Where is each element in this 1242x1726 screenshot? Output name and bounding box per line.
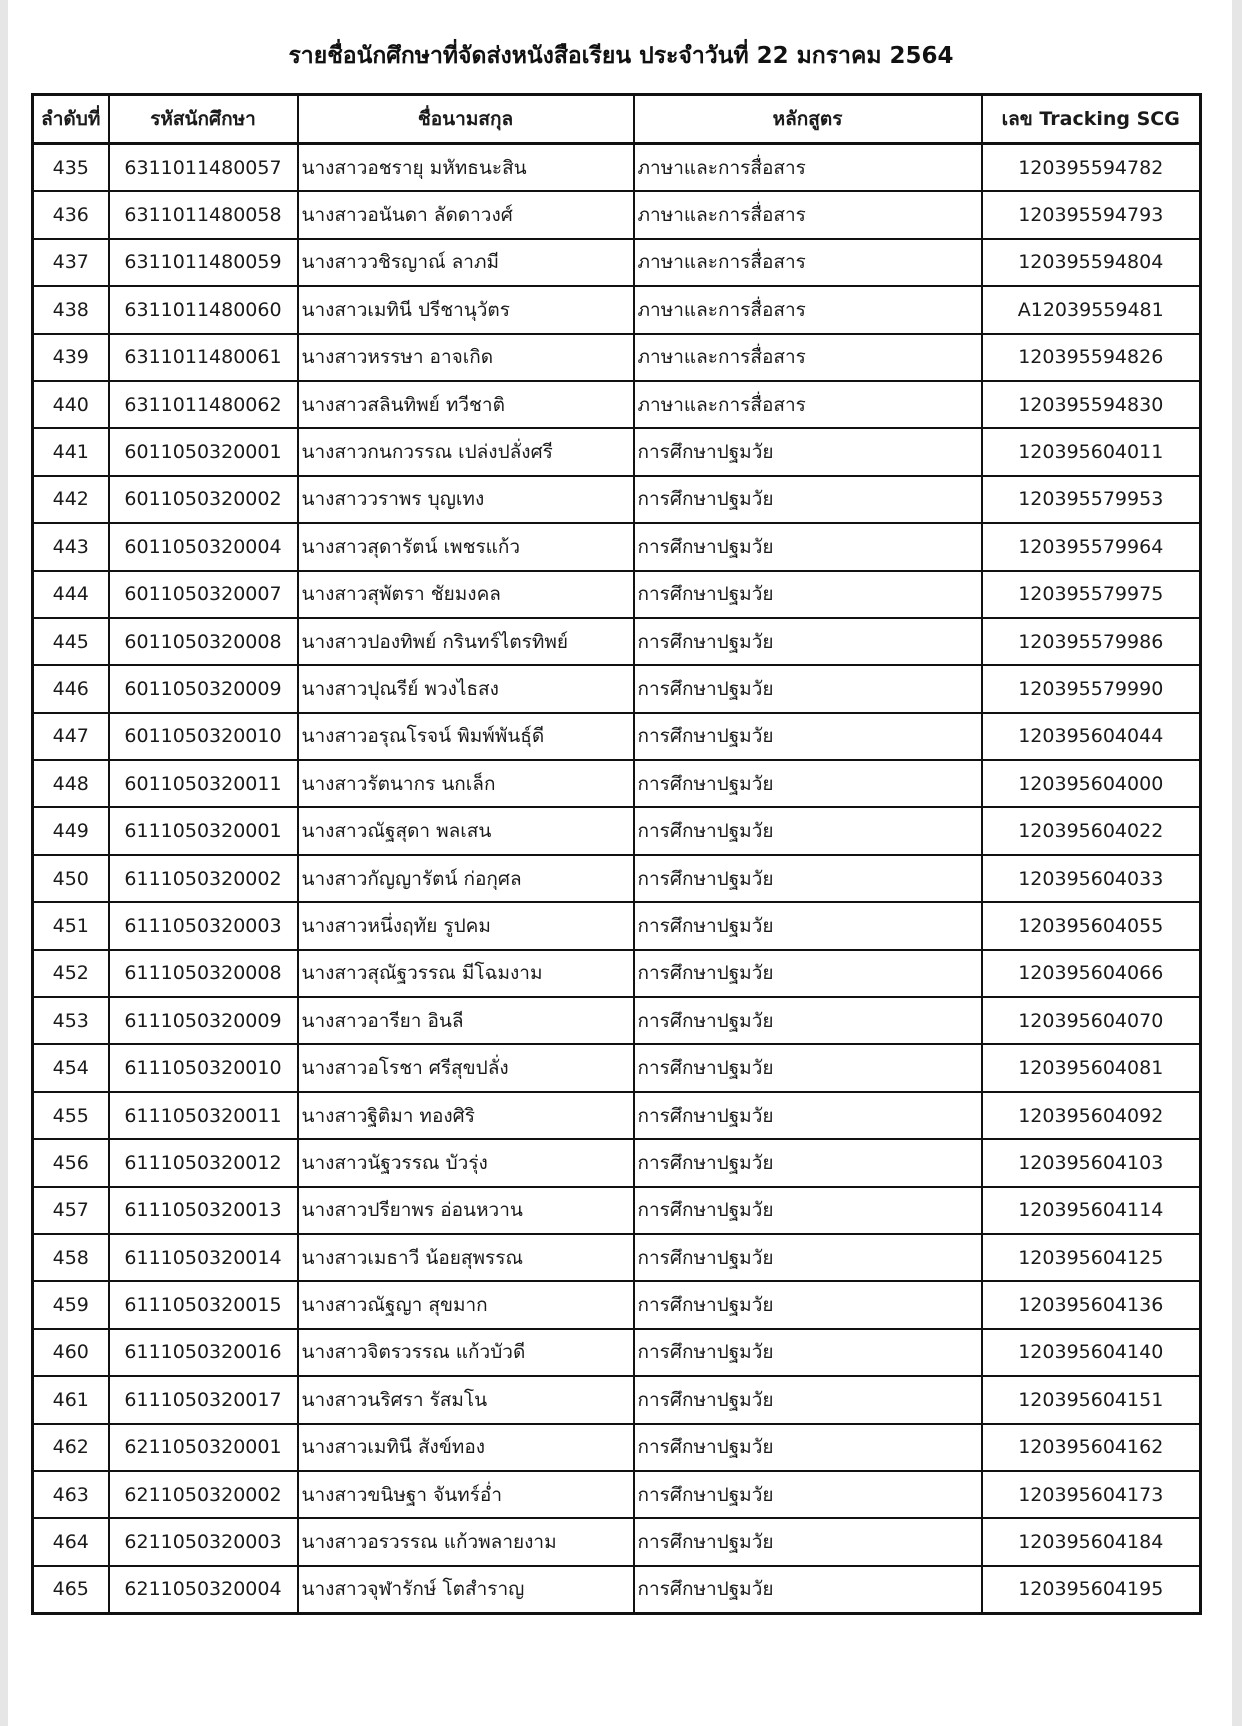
- order-cell: 448: [33, 760, 109, 807]
- table-row: [33, 713, 1201, 760]
- program-cell: การศึกษาปฐมวัย: [634, 950, 982, 997]
- tracking-number-cell: 120395604044: [982, 713, 1201, 760]
- program-cell: การศึกษาปฐมวัย: [634, 1424, 982, 1471]
- tracking-number-cell: 120395604066: [982, 950, 1201, 997]
- tracking-number-cell: 120395604195: [982, 1566, 1201, 1614]
- tracking-number-cell: 120395594826: [982, 334, 1201, 381]
- full-name-cell: นางสาวอรวรรณ แก้วพลายงาม: [298, 1518, 634, 1565]
- full-name-cell: นางสาวอรุณโรจน์ พิมพ์พันธุ์ดี: [298, 713, 634, 760]
- program-cell: การศึกษาปฐมวัย: [634, 902, 982, 949]
- table-row: [33, 618, 1201, 665]
- tracking-number-cell: 120395604055: [982, 902, 1201, 949]
- full-name-cell: นางสาวอนันดา ลัดดาวงศ์: [298, 191, 634, 238]
- program-cell: การศึกษาปฐมวัย: [634, 1566, 982, 1614]
- student-shipping-table: [31, 93, 1202, 1615]
- program-cell: ภาษาและการสื่อสาร: [634, 144, 982, 192]
- full-name-cell: นางสาวนริศรา รัสมโน: [298, 1376, 634, 1423]
- full-name-cell: นางสาวกนกวรรณ เปล่งปลั่งศรี: [298, 428, 634, 475]
- full-name-cell: นางสาวสุพัตรา ชัยมงคล: [298, 571, 634, 618]
- table-row: [33, 1566, 1201, 1614]
- column-header-tracking: เลข Tracking SCG: [982, 95, 1201, 144]
- full-name-cell: นางสาวขนิษฐา จันทร์อ่ำ: [298, 1471, 634, 1518]
- order-cell: 442: [33, 476, 109, 523]
- full-name-cell: นางสาววราพร บุญเทง: [298, 476, 634, 523]
- table-row: [33, 1471, 1201, 1518]
- tracking-number-cell: 120395604033: [982, 855, 1201, 902]
- order-cell: 458: [33, 1234, 109, 1281]
- table-row: [33, 476, 1201, 523]
- order-cell: 453: [33, 997, 109, 1044]
- table-row: [33, 144, 1201, 192]
- tracking-number-cell: 120395594830: [982, 381, 1201, 428]
- full-name-cell: นางสาวณัฐญา สุขมาก: [298, 1281, 634, 1328]
- table-row: [33, 1376, 1201, 1423]
- table-row: [33, 334, 1201, 381]
- tracking-number-cell: 120395579990: [982, 665, 1201, 712]
- program-cell: การศึกษาปฐมวัย: [634, 1139, 982, 1186]
- order-cell: 456: [33, 1139, 109, 1186]
- program-cell: ภาษาและการสื่อสาร: [634, 334, 982, 381]
- student-id-cell: 6111050320008: [109, 950, 298, 997]
- table-row: [33, 191, 1201, 238]
- order-cell: 454: [33, 1044, 109, 1091]
- order-cell: 465: [33, 1566, 109, 1614]
- student-id-cell: 6211050320002: [109, 1471, 298, 1518]
- program-cell: ภาษาและการสื่อสาร: [634, 286, 982, 333]
- program-cell: การศึกษาปฐมวัย: [634, 1187, 982, 1234]
- tracking-number-cell: 120395604022: [982, 807, 1201, 854]
- full-name-cell: นางสาวอโรชา ศรีสุขปลั่ง: [298, 1044, 634, 1091]
- order-cell: 451: [33, 902, 109, 949]
- program-cell: การศึกษาปฐมวัย: [634, 1376, 982, 1423]
- table-row: [33, 950, 1201, 997]
- full-name-cell: นางสาวฐิติมา ทองศิริ: [298, 1092, 634, 1139]
- student-id-cell: 6111050320012: [109, 1139, 298, 1186]
- full-name-cell: นางสาวเมธาวี น้อยสุพรรณ: [298, 1234, 634, 1281]
- program-cell: การศึกษาปฐมวัย: [634, 476, 982, 523]
- table-row: [33, 807, 1201, 854]
- order-cell: 446: [33, 665, 109, 712]
- student-id-cell: 6011050320010: [109, 713, 298, 760]
- full-name-cell: นางสาวเมทินี ปรีชานุวัตร: [298, 286, 634, 333]
- order-cell: 450: [33, 855, 109, 902]
- student-id-cell: 6111050320014: [109, 1234, 298, 1281]
- program-cell: การศึกษาปฐมวัย: [634, 713, 982, 760]
- full-name-cell: นางสาวกัญญารัตน์ ก่อกุศล: [298, 855, 634, 902]
- student-id-cell: 6311011480057: [109, 144, 298, 192]
- student-id-cell: 6111050320015: [109, 1281, 298, 1328]
- table-row: [33, 1518, 1201, 1565]
- table-header-row: [33, 95, 1201, 144]
- full-name-cell: นางสาวนัฐวรรณ บัวรุ่ง: [298, 1139, 634, 1186]
- student-id-cell: 6211050320001: [109, 1424, 298, 1471]
- tracking-number-cell: 120395604140: [982, 1329, 1201, 1376]
- table-row: [33, 381, 1201, 428]
- program-cell: การศึกษาปฐมวัย: [634, 760, 982, 807]
- table-row: [33, 1234, 1201, 1281]
- order-cell: 457: [33, 1187, 109, 1234]
- column-header-order: ลำดับที่: [33, 95, 109, 144]
- table-row: [33, 1092, 1201, 1139]
- student-id-cell: 6011050320007: [109, 571, 298, 618]
- full-name-cell: นางสาวอารียา อินลี: [298, 997, 634, 1044]
- full-name-cell: นางสาวเมทินี สังข์ทอง: [298, 1424, 634, 1471]
- program-cell: การศึกษาปฐมวัย: [634, 807, 982, 854]
- table-row: [33, 760, 1201, 807]
- student-id-cell: 6111050320010: [109, 1044, 298, 1091]
- tracking-number-cell: 120395604184: [982, 1518, 1201, 1565]
- program-cell: การศึกษาปฐมวัย: [634, 571, 982, 618]
- tracking-number-cell: 120395604081: [982, 1044, 1201, 1091]
- tracking-number-cell: A12039559481: [982, 286, 1201, 333]
- full-name-cell: นางสาวสุณัฐวรรณ มีโฉมงาม: [298, 950, 634, 997]
- student-id-cell: 6311011480060: [109, 286, 298, 333]
- full-name-cell: นางสาวสลินทิพย์ ทวีชาติ: [298, 381, 634, 428]
- order-cell: 462: [33, 1424, 109, 1471]
- student-id-cell: 6111050320017: [109, 1376, 298, 1423]
- order-cell: 438: [33, 286, 109, 333]
- full-name-cell: นางสาวจุฬารักษ์ โตสำราญ: [298, 1566, 634, 1614]
- student-id-cell: 6211050320004: [109, 1566, 298, 1614]
- order-cell: 449: [33, 807, 109, 854]
- student-id-cell: 6111050320016: [109, 1329, 298, 1376]
- tracking-number-cell: 120395604070: [982, 997, 1201, 1044]
- order-cell: 445: [33, 618, 109, 665]
- student-id-cell: 6311011480062: [109, 381, 298, 428]
- table-row: [33, 239, 1201, 286]
- program-cell: การศึกษาปฐมวัย: [634, 1234, 982, 1281]
- order-cell: 447: [33, 713, 109, 760]
- tracking-number-cell: 120395604151: [982, 1376, 1201, 1423]
- full-name-cell: นางสาวรัตนากร นกเล็ก: [298, 760, 634, 807]
- program-cell: การศึกษาปฐมวัย: [634, 665, 982, 712]
- tracking-number-cell: 120395579964: [982, 523, 1201, 570]
- full-name-cell: นางสาวจิตรวรรณ แก้วบัวดี: [298, 1329, 634, 1376]
- tracking-number-cell: 120395604125: [982, 1234, 1201, 1281]
- order-cell: 461: [33, 1376, 109, 1423]
- order-cell: 440: [33, 381, 109, 428]
- student-id-cell: 6311011480059: [109, 239, 298, 286]
- tracking-number-cell: 120395604162: [982, 1424, 1201, 1471]
- tracking-number-cell: 120395579953: [982, 476, 1201, 523]
- table-row: [33, 286, 1201, 333]
- order-cell: 455: [33, 1092, 109, 1139]
- program-cell: ภาษาและการสื่อสาร: [634, 239, 982, 286]
- full-name-cell: นางสาวณัฐสุดา พลเสน: [298, 807, 634, 854]
- student-id-cell: 6211050320003: [109, 1518, 298, 1565]
- full-name-cell: นางสาวสุดารัตน์ เพชรแก้ว: [298, 523, 634, 570]
- table-row: [33, 997, 1201, 1044]
- table-row: [33, 1187, 1201, 1234]
- program-cell: การศึกษาปฐมวัย: [634, 523, 982, 570]
- tracking-number-cell: 120395594804: [982, 239, 1201, 286]
- student-id-cell: 6111050320009: [109, 997, 298, 1044]
- program-cell: การศึกษาปฐมวัย: [634, 855, 982, 902]
- table-row: [33, 1424, 1201, 1471]
- table-row: [33, 855, 1201, 902]
- program-cell: การศึกษาปฐมวัย: [634, 1329, 982, 1376]
- program-cell: การศึกษาปฐมวัย: [634, 428, 982, 475]
- order-cell: 443: [33, 523, 109, 570]
- table-row: [33, 1329, 1201, 1376]
- program-cell: การศึกษาปฐมวัย: [634, 1281, 982, 1328]
- tracking-number-cell: 120395604136: [982, 1281, 1201, 1328]
- tracking-number-cell: 120395604092: [982, 1092, 1201, 1139]
- tracking-number-cell: 120395604103: [982, 1139, 1201, 1186]
- order-cell: 435: [33, 144, 109, 192]
- program-cell: การศึกษาปฐมวัย: [634, 618, 982, 665]
- tracking-number-cell: 120395579986: [982, 618, 1201, 665]
- program-cell: ภาษาและการสื่อสาร: [634, 381, 982, 428]
- order-cell: 464: [33, 1518, 109, 1565]
- table-row: [33, 523, 1201, 570]
- order-cell: 444: [33, 571, 109, 618]
- full-name-cell: นางสาววชิรญาณ์ ลาภมี: [298, 239, 634, 286]
- table-row: [33, 571, 1201, 618]
- table-row: [33, 428, 1201, 475]
- tracking-number-cell: 120395604173: [982, 1471, 1201, 1518]
- order-cell: 460: [33, 1329, 109, 1376]
- page-title: รายชื่อนักศึกษาที่จัดส่งหนังสือเรียน ประจำวันที่ 22 มกราคม 2564: [288, 43, 954, 69]
- order-cell: 439: [33, 334, 109, 381]
- program-cell: การศึกษาปฐมวัย: [634, 997, 982, 1044]
- student-id-cell: 6011050320009: [109, 665, 298, 712]
- student-id-cell: 6111050320003: [109, 902, 298, 949]
- tracking-number-cell: 120395579975: [982, 571, 1201, 618]
- order-cell: 436: [33, 191, 109, 238]
- table-row: [33, 1044, 1201, 1091]
- tracking-number-cell: 120395594782: [982, 144, 1201, 192]
- tracking-number-cell: 120395604000: [982, 760, 1201, 807]
- full-name-cell: นางสาวหนึ่งฤทัย รูปคม: [298, 902, 634, 949]
- program-cell: การศึกษาปฐมวัย: [634, 1044, 982, 1091]
- student-id-cell: 6011050320001: [109, 428, 298, 475]
- tracking-number-cell: 120395604011: [982, 428, 1201, 475]
- student-id-cell: 6011050320004: [109, 523, 298, 570]
- table-row: [33, 1139, 1201, 1186]
- student-id-cell: 6011050320011: [109, 760, 298, 807]
- full-name-cell: นางสาวปองทิพย์ กรินทร์ไตรทิพย์: [298, 618, 634, 665]
- table-row: [33, 665, 1201, 712]
- student-id-cell: 6011050320002: [109, 476, 298, 523]
- order-cell: 459: [33, 1281, 109, 1328]
- program-cell: การศึกษาปฐมวัย: [634, 1471, 982, 1518]
- column-header-student-id: รหัสนักศึกษา: [109, 95, 298, 144]
- program-cell: ภาษาและการสื่อสาร: [634, 191, 982, 238]
- tracking-number-cell: 120395604114: [982, 1187, 1201, 1234]
- full-name-cell: นางสาวปรียาพร อ่อนหวาน: [298, 1187, 634, 1234]
- full-name-cell: นางสาวปุณรีย์ พวงไธสง: [298, 665, 634, 712]
- student-id-cell: 6111050320002: [109, 855, 298, 902]
- program-cell: การศึกษาปฐมวัย: [634, 1518, 982, 1565]
- student-id-cell: 6111050320013: [109, 1187, 298, 1234]
- program-cell: การศึกษาปฐมวัย: [634, 1092, 982, 1139]
- order-cell: 463: [33, 1471, 109, 1518]
- student-id-cell: 6011050320008: [109, 618, 298, 665]
- student-id-cell: 6111050320011: [109, 1092, 298, 1139]
- tracking-number-cell: 120395594793: [982, 191, 1201, 238]
- table-row: [33, 1281, 1201, 1328]
- student-id-cell: 6111050320001: [109, 807, 298, 854]
- full-name-cell: นางสาวหรรษา อาจเกิด: [298, 334, 634, 381]
- order-cell: 452: [33, 950, 109, 997]
- column-header-program: หลักสูตร: [634, 95, 982, 144]
- full-name-cell: นางสาวอชรายุ มหัทธนะสิน: [298, 144, 634, 192]
- order-cell: 441: [33, 428, 109, 475]
- student-id-cell: 6311011480058: [109, 191, 298, 238]
- table-row: [33, 902, 1201, 949]
- student-id-cell: 6311011480061: [109, 334, 298, 381]
- column-header-full-name: ชื่อนามสกุล: [298, 95, 634, 144]
- order-cell: 437: [33, 239, 109, 286]
